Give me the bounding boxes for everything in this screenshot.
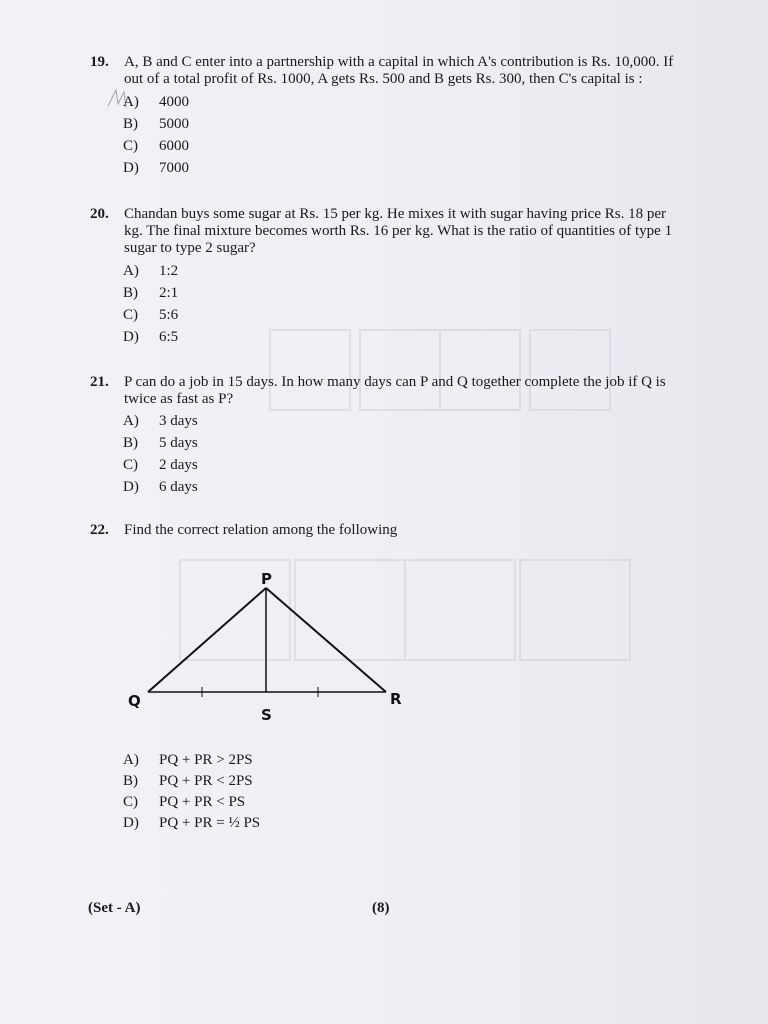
option-value: 5000: [159, 116, 189, 132]
option-value: 1:2: [159, 263, 179, 279]
question-text: Find the correct relation among the following: [124, 522, 398, 538]
question-21: [90, 374, 680, 499]
option-label: A): [123, 263, 139, 279]
question-number: 22.: [90, 522, 109, 538]
question-text: A, B and C enter into a partnership with a capital in which A's contribution is Rs. 10,000. If out of a total profit of Rs. 1000, A gets Rs. 500 and B gets Rs. 300, then C's capital is :: [124, 54, 674, 87]
question-number: 21.: [90, 374, 109, 390]
option-value: 4000: [159, 94, 189, 110]
pencil-mark: [104, 86, 134, 116]
side-pq: [148, 588, 266, 692]
option-value: 3 days: [159, 413, 198, 429]
option-value: 6000: [159, 138, 189, 154]
question-number: 19.: [90, 54, 109, 70]
vertex-label-q: Q: [128, 692, 141, 710]
option-label: C): [123, 457, 138, 473]
question-22-options: [90, 752, 680, 842]
option-value: 5 days: [159, 435, 198, 451]
option-value: PQ + PR < 2PS: [159, 773, 253, 789]
option-label: B): [123, 435, 138, 451]
option-label: B): [123, 116, 138, 132]
option-label: A): [123, 94, 139, 110]
option-label: D): [123, 815, 139, 831]
option-value: 6:5: [159, 329, 179, 345]
question-text: P can do a job in 15 days. In how many days can P and Q together complete the job if Q is twice as fast as P?: [124, 374, 666, 407]
question-20: [90, 206, 680, 346]
option-label: A): [123, 413, 139, 429]
option-label: A): [123, 752, 139, 768]
set-label: (Set - A): [88, 900, 141, 916]
option-value: PQ + PR = ½ PS: [159, 815, 261, 831]
triangle-figure: [120, 565, 420, 725]
option-label: D): [123, 479, 139, 495]
option-value: 5:6: [159, 307, 179, 323]
option-label: B): [123, 773, 138, 789]
option-label: D): [123, 160, 139, 176]
question-19: [90, 54, 680, 184]
page-number: (8): [372, 900, 390, 916]
option-value: PQ + PR < PS: [159, 794, 246, 810]
vertex-label-s: S: [261, 706, 272, 724]
question-number: 20.: [90, 206, 109, 222]
option-value: PQ + PR > 2PS: [159, 752, 253, 768]
vertex-label-r: R: [390, 690, 402, 708]
question-text: Chandan buys some sugar at Rs. 15 per kg. He mixes it with sugar having price Rs. 18 per kg. The final mixture becomes worth Rs. 16 per kg. What is the ratio of quantities of type 1 sugar to type 2 sugar?: [124, 206, 673, 256]
option-label: B): [123, 285, 138, 301]
option-value: 2 days: [159, 457, 198, 473]
option-label: C): [123, 794, 138, 810]
option-label: D): [123, 329, 139, 345]
option-value: 2:1: [159, 285, 179, 301]
option-label: C): [123, 138, 138, 154]
option-label: C): [123, 307, 138, 323]
side-pr: [266, 588, 386, 692]
vertex-label-p: P: [261, 570, 272, 588]
option-value: 7000: [159, 160, 189, 176]
option-value: 6 days: [159, 479, 198, 495]
